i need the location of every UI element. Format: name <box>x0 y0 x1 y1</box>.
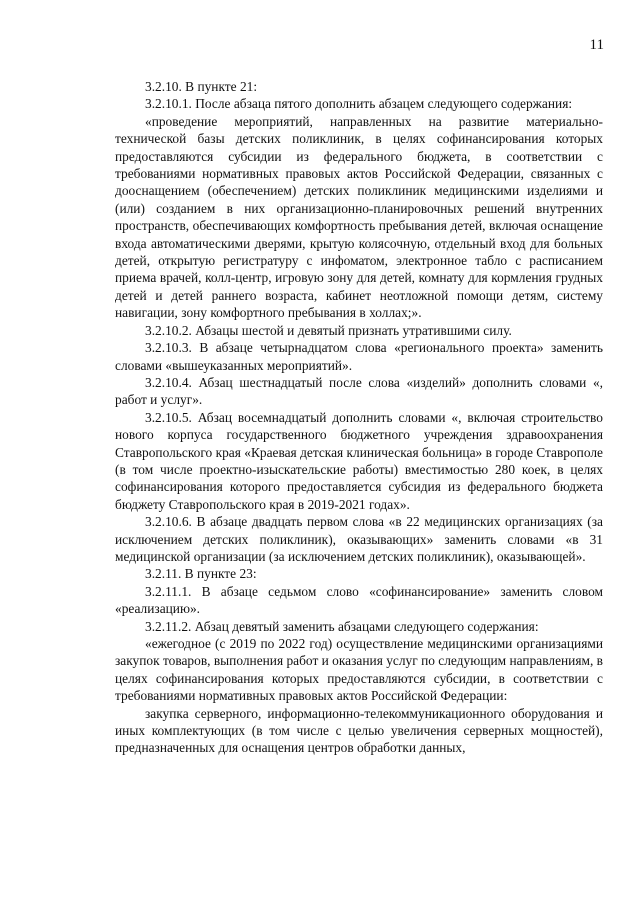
paragraph-3-2-11-2: 3.2.11.2. Абзац девятый заменить абзацами следующего содержания: <box>145 618 539 634</box>
paragraph-server-equipment: закупка серверного, информационно-телекоммуникационного оборудования и иных комплектующих (в том числе с целью увеличения серверных мощностей), предназначенных для оснащения центров обработки данных, <box>115 705 603 756</box>
paragraph-3-2-10: 3.2.10. В пункте 21: <box>145 79 258 94</box>
paragraph-3-2-10-4: 3.2.10.4. Абзац шестнадцатый после слова «изделий» дополнить словами «, работ и услуг». <box>115 374 603 408</box>
page-number: 11 <box>589 37 604 53</box>
paragraph-3-2-10-3: 3.2.10.3. В абзаце четырнадцатом слова «регионального проекта» заменить словами «вышеуказанных мероприятий». <box>115 340 603 373</box>
paragraph-3-2-10-2: 3.2.10.2. Абзацы шестой и девятый признать утратившими силу. <box>145 322 512 338</box>
paragraph-quote-annual-procurement: «ежегодное (с 2019 по 2022 год) осуществление медицинскими организациями закупок товаров, выполнения работ и оказания услуг по следующим направлениям, в целях софинансирования которых предоставляются субсидии, в соответствии с требованиями нормативных правовых актов Российской Федерации: <box>115 636 603 704</box>
paragraph-3-2-10-5: 3.2.10.5. Абзац восемнадцатый дополнить словами «, включая строительство нового корпуса государственного бюджетного учреждения здравоохранения Ставропольского края «Краевая детская клиническая больница» в городе Ставрополе (в том числе проектно-изыскательские работы) вместимостью 280 коек, в целях софинансирования которого предоставляется субсидия из федерального бюджета бюджету Ставропольского края в 2019-2021 годах». <box>115 409 603 512</box>
paragraph-3-2-10-1: 3.2.10.1. После абзаца пятого дополнить абзацем следующего содержания: <box>145 96 573 112</box>
paragraph-3-2-11-1: 3.2.11.1. В абзаце седьмом слово «софинансирование» заменить словом «реализацию». <box>115 583 603 617</box>
paragraph-3-2-11: 3.2.11. В пункте 23: <box>145 566 257 582</box>
paragraph-3-2-10-6: 3.2.10.6. В абзаце двадцать первом слова «в 22 медицинских организациях (за исключением детских поликлиник), оказывающих» заменить словами «в 31 медицинской организации (за исключением детских поликлиник), оказывающей». <box>115 514 603 564</box>
paragraph-quote-pediatric-clinics: «проведение мероприятий, направленных на развитие материально-технической базы детских поликлиник, в целях софинансирования которых предоставляются субсидии из федерального бюджета, в соответствии с требованиями нормативных правовых актов Российской Федерации, связанных с дооснащением (обеспечением) детских поликлиник медицинскими изделиями и (или) созданием в них организационно-планировочных решений внутренних пространств, обеспечивающих комфортность пребывания детей, включая оснащение входа автоматическими дверями, крытую колясочную, отдельный вход для больных детей, открытую регистратуру с инфоматом, электронное табло с расписанием приема врачей, колл-центр, игровую зону для детей, комнату для кормления грудных детей и детей раннего возраста, кабинет неотложной помощи детям, систему навигации, зону комфортного пребывания в холлах;». <box>115 113 603 321</box>
document-body <box>115 78 603 757</box>
